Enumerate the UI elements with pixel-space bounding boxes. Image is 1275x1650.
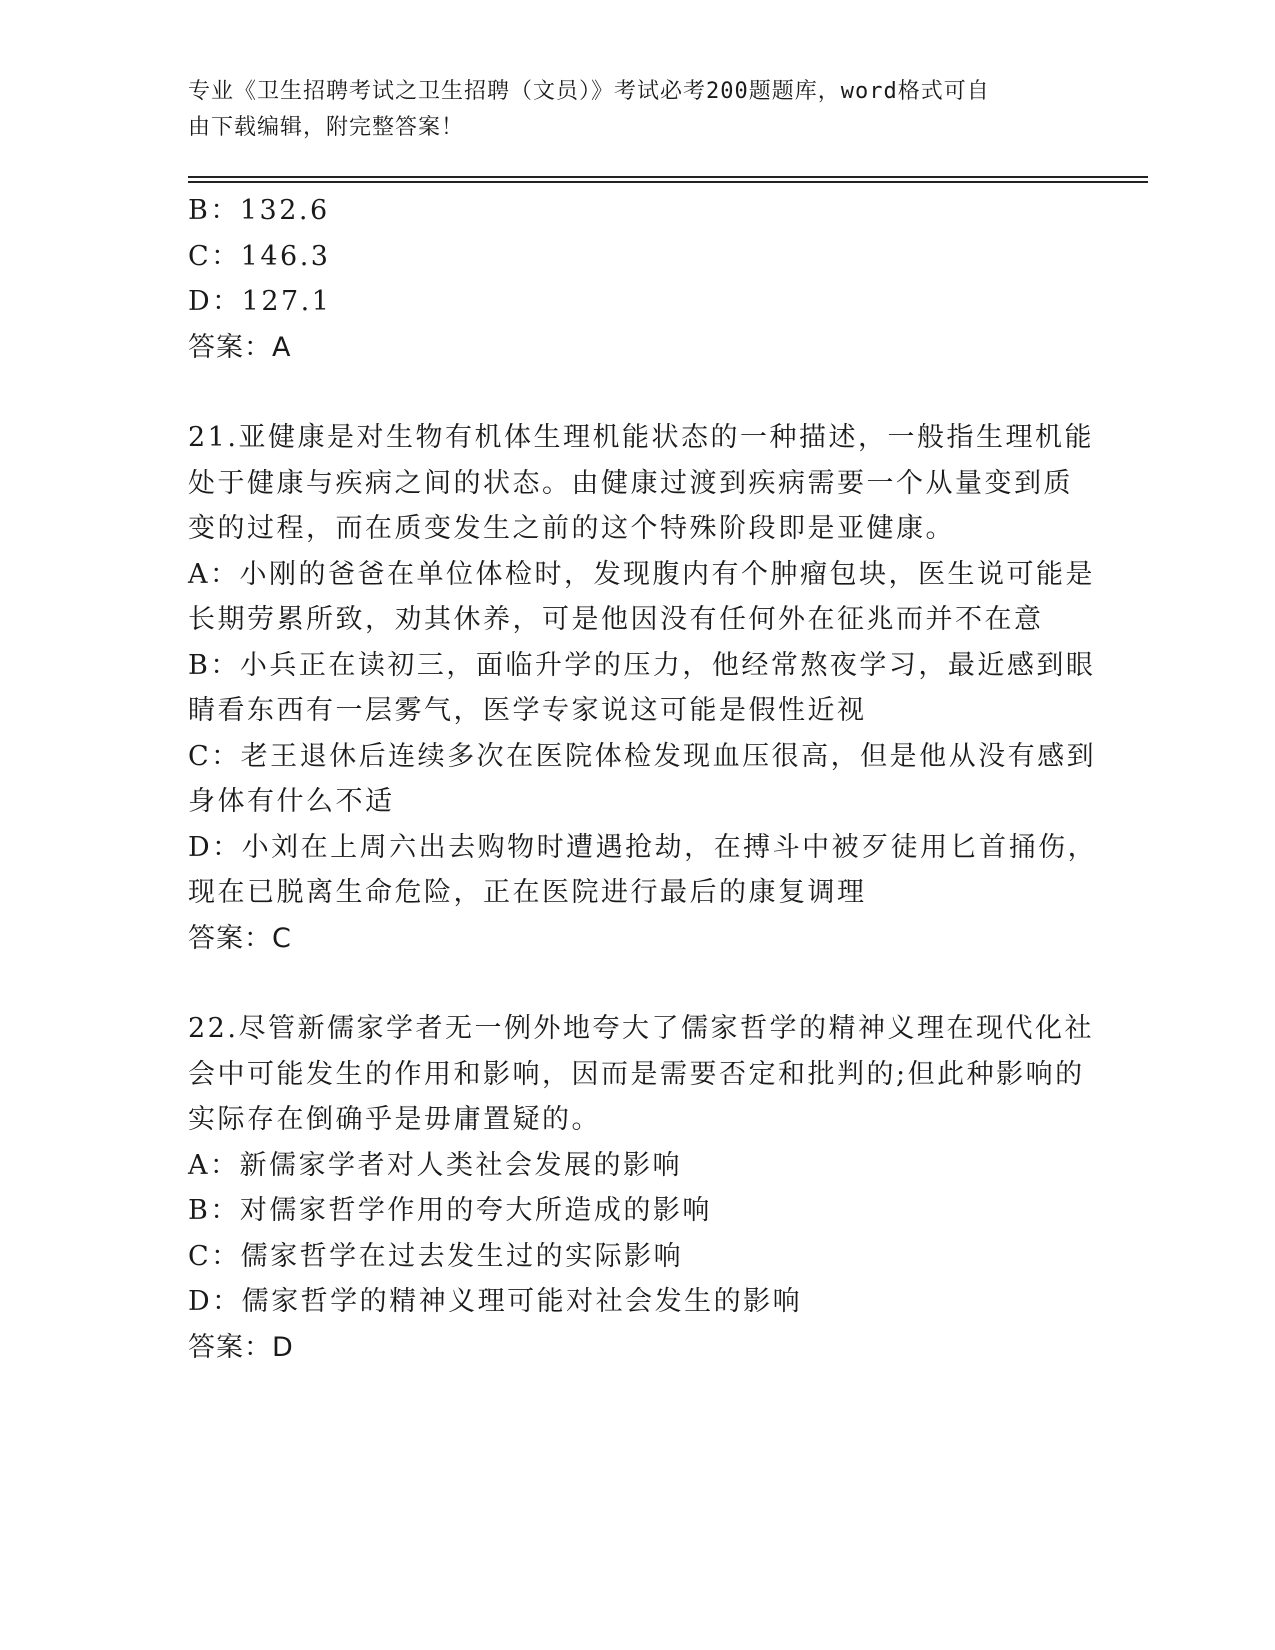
option-a: A：新儒家学者对人类社会发展的影响 — [188, 1149, 682, 1181]
question-stem-line: 实际存在倒确乎是毋庸置疑的。 — [188, 1104, 601, 1135]
header-line-2: 由下载编辑，附完整答案！ — [188, 115, 465, 140]
header-line-1: 专业《卫生招聘考试之卫生招聘（文员）》考试必考200题题库，word格式可自 — [188, 79, 990, 104]
document-header — [188, 74, 1068, 146]
option-d-cont: 现在已脱离生命危险，正在医院进行最后的康复调理 — [188, 877, 867, 908]
option-b-cont: 睛看东西有一层雾气，医学专家说这可能是假性近视 — [188, 695, 867, 726]
header-divider-bottom — [188, 181, 1148, 183]
option-b: B：132.6 — [188, 195, 330, 226]
question-20-tail — [188, 188, 1088, 370]
question-21 — [188, 415, 1098, 961]
answer: 答案：A — [188, 331, 292, 363]
option-b: B：小兵正在读初三，面临升学的压力，他经常熬夜学习，最近感到眼 — [188, 649, 1096, 681]
option-c: C：老王退休后连续多次在医院体检发现血压很高，但是他从没有感到 — [188, 740, 1097, 772]
option-c: C：儒家哲学在过去发生过的实际影响 — [188, 1240, 684, 1272]
question-stem-line: 处于健康与疾病之间的状态。由健康过渡到疾病需要一个从量变到质 — [188, 467, 1073, 499]
question-stem-line: 会中可能发生的作用和影响，因而是需要否定和批判的;但此种影响的 — [188, 1058, 1085, 1090]
question-content — [188, 188, 1098, 1370]
question-stem-line: 21.亚健康是对生物有机体生理机能状态的一种描述，一般指生理机能 — [188, 422, 1094, 453]
question-stem-line: 22.尽管新儒家学者无一例外地夸大了儒家哲学的精神义理在现代化社 — [188, 1013, 1094, 1044]
option-c: C：146.3 — [188, 240, 331, 272]
spacer — [188, 961, 1088, 1006]
answer: 答案：D — [188, 1331, 294, 1363]
question-stem-line: 变的过程，而在质变发生之前的这个特殊阶段即是亚健康。 — [188, 513, 955, 544]
option-b: B：对儒家哲学作用的夸大所造成的影响 — [188, 1195, 712, 1226]
option-d: D：儒家哲学的精神义理可能对社会发生的影响 — [188, 1286, 803, 1317]
question-22 — [188, 1006, 1094, 1370]
option-c-cont: 身体有什么不适 — [188, 786, 395, 817]
option-d: D：小刘在上周六出去购物时遭遇抢劫，在搏斗中被歹徒用匕首捅伤， — [188, 831, 1098, 863]
option-a-cont: 长期劳累所致，劝其休养，可是他因没有任何外在征兆而并不在意 — [188, 604, 1044, 635]
option-a: A：小刚的爸爸在单位体检时，发现腹内有个肿瘤包块，医生说可能是 — [188, 558, 1095, 590]
answer: 答案：C — [188, 922, 292, 954]
header-divider-top — [188, 176, 1148, 178]
option-d: D：127.1 — [188, 286, 332, 317]
spacer — [188, 370, 1088, 415]
